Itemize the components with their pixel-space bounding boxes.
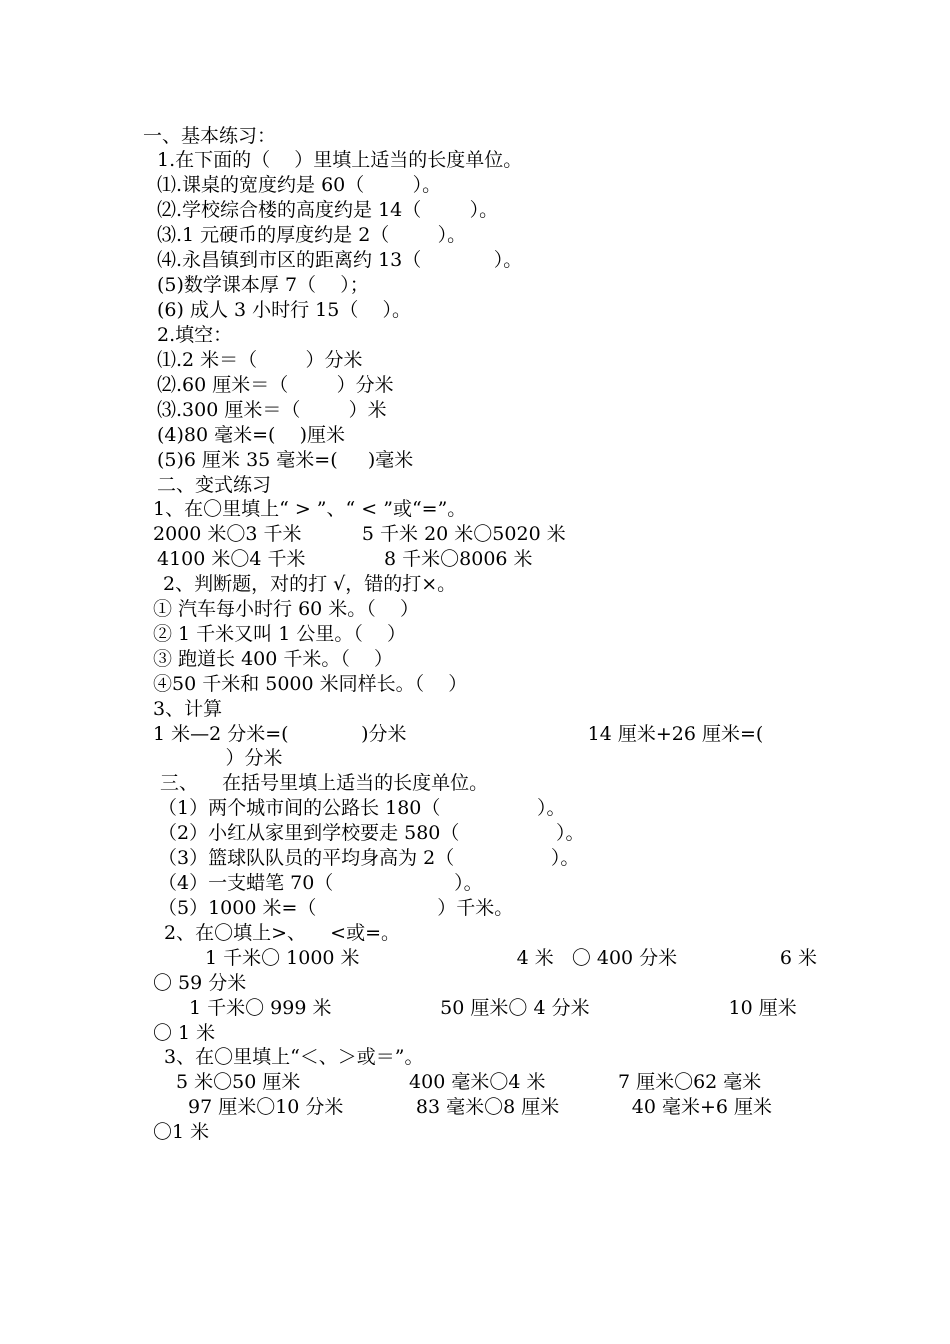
calc-row-continued: ）分米 [153, 747, 283, 769]
compare2-row-1: 1 千米〇 1000 米 4 米 〇 400 分米 6 米 [205, 947, 817, 969]
question-2-1: 1、在〇里填上“ > ”、“ < ”或“=”。 [153, 498, 467, 520]
item-1-1-1: ⑴.课桌的宽度约是 60（ ）。 [157, 174, 442, 196]
judge-item-4: ④50 千米和 5000 米同样长。（ ） [153, 673, 468, 695]
section-2-heading: 二、变式练习 [157, 474, 272, 496]
item-1-1-2: ⑵.学校综合楼的高度约是 14（ ）。 [157, 199, 499, 221]
compare3-row-1: 5 米〇50 厘米 400 毫米〇4 米 7 厘米〇62 毫米 [176, 1071, 762, 1093]
compare3-row-2-continued: 〇1 米 [153, 1121, 210, 1143]
item-1-1-5: (5)数学课本厚 7（ ）； [157, 274, 369, 296]
section-3-heading: 三、 在括号里填上适当的长度单位。 [160, 772, 489, 794]
unit-item-4: （4）一支蜡笔 70（ ）。 [158, 872, 483, 894]
calc-row: 1 米—2 分米=( )分米 14 厘米+26 厘米=( [153, 723, 764, 745]
compare2-row-2-continued: 〇 1 米 [153, 1022, 216, 1044]
section-1-heading: 一、基本练习： [143, 125, 277, 147]
compare-row-1: 2000 米〇3 千米 5 千米 20 米〇5020 米 [153, 523, 566, 545]
judge-item-1: ① 汽车每小时行 60 米。（ ） [153, 598, 419, 620]
judge-item-2: ② 1 千米又叫 1 公里。（ ） [153, 623, 406, 645]
item-1-2-3: ⑶.300 厘米＝（ ）米 [157, 399, 387, 421]
compare2-row-1-continued: 〇 59 分米 [153, 972, 247, 994]
item-1-2-2: ⑵.60 厘米＝（ ）分米 [157, 374, 394, 396]
item-1-2-5: (5)6 厘米 35 毫米=( )毫米 [157, 449, 414, 471]
item-1-2-1: ⑴.2 米＝（ ）分米 [157, 349, 363, 371]
unit-item-2: （2）小红从家里到学校要走 580（ ）。 [158, 822, 585, 844]
unit-item-3: （3）篮球队队员的平均身高为 2（ ）。 [158, 847, 580, 869]
compare2-row-2: 1 千米〇 999 米 50 厘米〇 4 分米 10 厘米 [189, 997, 797, 1019]
compare-row-2: 4100 米〇4 千米 8 千米〇8006 米 [157, 548, 533, 570]
question-2-3: 3、计算 [153, 698, 223, 720]
judge-item-3: ③ 跑道长 400 千米。（ ） [153, 648, 394, 670]
question-3-3: 3、在〇里填上“＜、＞或＝”。 [164, 1046, 424, 1068]
question-2-2: 2、判断题，对的打 √，错的打×。 [163, 573, 457, 595]
question-3-2: 2、在〇填上>、 <或=。 [164, 922, 401, 944]
item-1-1-4: ⑷.永昌镇到市区的距离约 13（ ）。 [157, 249, 523, 271]
item-1-2-4: (4)80 毫米=( )厘米 [157, 424, 346, 446]
compare3-row-2: 97 厘米〇10 分米 83 毫米〇8 厘米 40 毫米+6 厘米 [188, 1096, 772, 1118]
question-1-1: 1.在下面的（ ）里填上适当的长度单位。 [157, 149, 523, 171]
item-1-1-3: ⑶.1 元硬币的厚度约是 2（ ）。 [157, 224, 467, 246]
item-1-1-6: (6) 成人 3 小时行 15（ ）。 [157, 299, 411, 321]
unit-item-1: （1）两个城市间的公路长 180（ ）。 [158, 797, 566, 819]
unit-item-5: （5）1000 米=（ ）千米。 [158, 897, 514, 919]
question-1-2: 2.填空： [157, 324, 233, 346]
